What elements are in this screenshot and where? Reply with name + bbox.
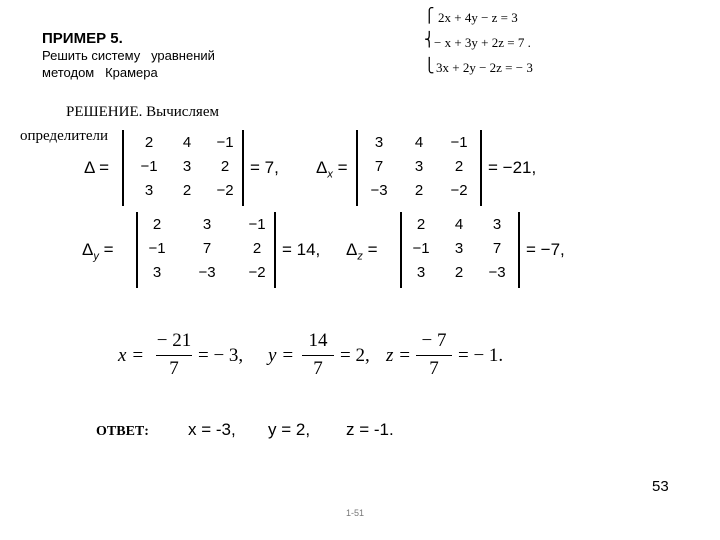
var-x: x = [118, 345, 145, 366]
answer-y: y = 2, [268, 420, 311, 439]
example-title: ПРИМЕР 5. [42, 30, 123, 47]
det-cell: 2 [416, 216, 426, 233]
det-cell: −1 [412, 240, 430, 257]
delta-x-symbol: $\Delta_x$ = [316, 158, 348, 181]
det-cell: 2 [220, 158, 230, 175]
det-right-bar [242, 130, 244, 206]
det-cell: 3 [414, 158, 424, 175]
fraction-bar [416, 355, 452, 356]
brace-top: ⎧ [424, 9, 435, 24]
det-cell: 2 [182, 182, 192, 199]
det-cell: 4 [414, 134, 424, 151]
det-cell: 7 [492, 240, 502, 257]
fraction-numerator: − 21 [156, 330, 192, 351]
x-result: = − 3, [198, 345, 244, 366]
det-cell: 2 [152, 216, 162, 233]
det-cell: −2 [248, 264, 266, 281]
var-y: y = [268, 345, 295, 366]
cramer-formulas [118, 326, 538, 386]
det-cell: 3 [374, 134, 384, 151]
equation-1: 2x + 4y − z = 3 [438, 10, 518, 25]
fraction-bar [156, 355, 192, 356]
fraction-numerator: 14 [308, 330, 328, 351]
determinant-z [346, 212, 596, 288]
det-cell: 3 [202, 216, 212, 233]
det-right-bar [274, 212, 276, 288]
det-cell: 3 [416, 264, 426, 281]
det-left-bar [122, 130, 124, 206]
det-cell: −1 [450, 134, 468, 151]
answer-label: ОТВЕТ: [96, 424, 149, 439]
task-line-1: Решить систему уравнений [42, 48, 215, 63]
answer-z: z = -1. [346, 420, 394, 439]
brace-middle: ⎨ [424, 33, 435, 48]
fraction-denominator: 7 [429, 358, 439, 379]
det-cell: 3 [492, 216, 502, 233]
fraction-numerator: − 7 [421, 330, 447, 351]
det-left-bar [136, 212, 138, 288]
det-cell: 4 [454, 216, 464, 233]
task-line-2: методом Крамера [42, 65, 158, 80]
equation-2: − x + 3y + 2z = 7 . [434, 35, 531, 50]
det-cell: 2 [454, 158, 464, 175]
brace-bottom: ⎩ [424, 59, 435, 74]
delta-z-symbol: $\Delta_z$ = [346, 240, 378, 263]
det-cell: 7 [202, 240, 212, 257]
det-cell: 7 [374, 158, 384, 175]
solution-heading: РЕШЕНИЕ. Вычисляем [66, 104, 219, 120]
det-cell: −1 [148, 240, 166, 257]
det-cell: 3 [182, 158, 192, 175]
det-cell: −2 [450, 182, 468, 199]
det-cell: −1 [248, 216, 266, 233]
det-left-bar [356, 130, 358, 206]
det-cell: 2 [252, 240, 262, 257]
solution-heading-cont: определители [20, 128, 109, 144]
var-z: z = [386, 345, 411, 366]
det-cell: −2 [216, 182, 234, 199]
det-left-bar [400, 212, 402, 288]
z-result: = − 1. [458, 345, 504, 366]
fraction-denominator: 7 [313, 358, 323, 379]
determinant-y [82, 212, 342, 288]
y-result: = 2, [340, 345, 370, 366]
det-result: = −21, [488, 158, 537, 177]
determinant-x [316, 130, 556, 206]
det-result: = −7, [526, 240, 565, 259]
det-cell: 2 [454, 264, 464, 281]
det-cell: −3 [488, 264, 506, 281]
equation-system [424, 8, 624, 88]
det-right-bar [518, 212, 520, 288]
det-cell: 2 [144, 134, 154, 151]
delta-symbol: Δ = [84, 158, 110, 177]
det-cell: −3 [198, 264, 216, 281]
det-cell: 4 [182, 134, 192, 151]
footer-slide-ref: 1-51 [346, 508, 365, 518]
det-result: = 7, [250, 158, 279, 177]
page-number: 53 [652, 478, 669, 495]
determinant-main [84, 130, 284, 206]
fraction-bar [302, 355, 334, 356]
det-cell: −1 [216, 134, 234, 151]
det-cell: 2 [414, 182, 424, 199]
det-cell: 3 [152, 264, 162, 281]
fraction-denominator: 7 [169, 358, 179, 379]
equation-3: 3x + 2y − 2z = − 3 [436, 60, 533, 75]
det-cell: −3 [370, 182, 388, 199]
det-result: = 14, [282, 240, 321, 259]
det-cell: 3 [144, 182, 154, 199]
delta-y-symbol: $\Delta_y$ = [82, 240, 114, 263]
answer-x: x = -3, [188, 420, 236, 439]
det-right-bar [480, 130, 482, 206]
det-cell: 3 [454, 240, 464, 257]
det-cell: −1 [140, 158, 158, 175]
